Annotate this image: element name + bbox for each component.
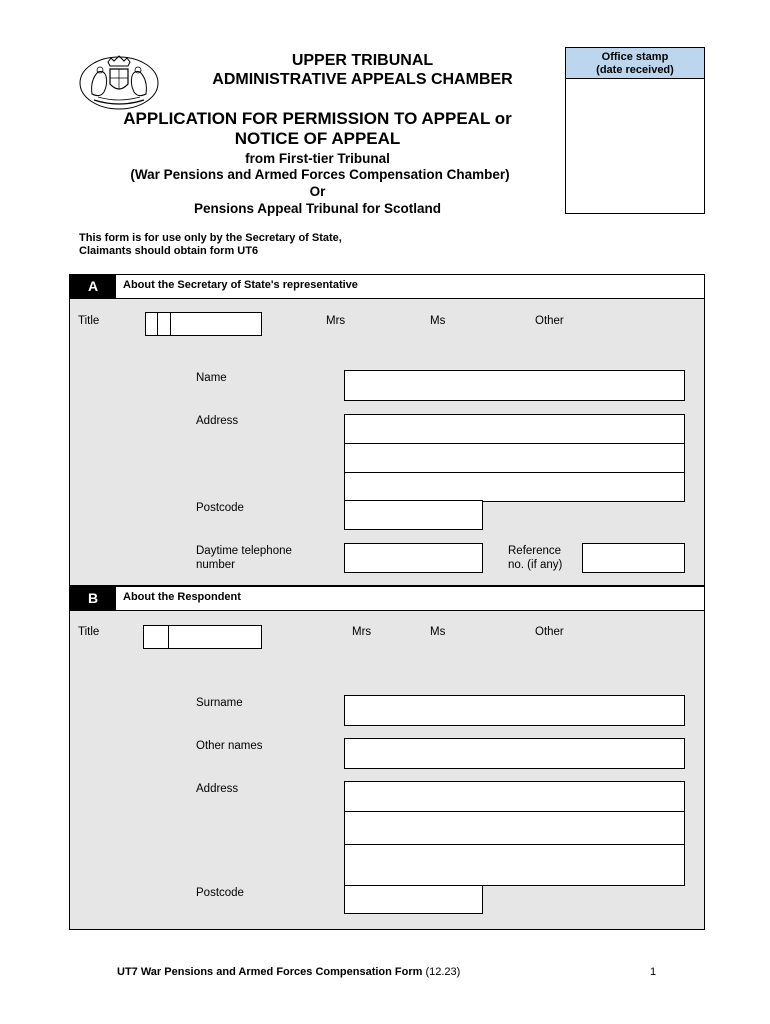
title-select[interactable] (145, 312, 262, 336)
respondent-title-select[interactable] (143, 625, 262, 649)
section-b-header (70, 587, 704, 611)
form-subtitle-4: Pensions Appeal Tribunal for Scotland (193, 201, 442, 216)
address-field[interactable] (344, 414, 685, 502)
respondent-title-option-mrs[interactable]: Mrs (352, 626, 372, 638)
title-checkbox[interactable] (157, 313, 171, 335)
respondent-title-option-other[interactable]: Other (535, 626, 564, 638)
office-stamp-label: Office stamp (601, 51, 669, 63)
usage-note-line1: This form is for use only by the Secretary of State, (79, 232, 342, 244)
respondent-postcode-label: Postcode (196, 887, 244, 899)
section-a-title: About the Secretary of State's representative (123, 279, 358, 291)
respondent-address-label: Address (196, 783, 239, 795)
section-a-header (70, 275, 704, 299)
title-label: Title (78, 315, 100, 327)
title-option-other[interactable]: Other (535, 315, 564, 327)
phone-label-line2: number (196, 559, 235, 571)
respondent-title-checkbox[interactable] (146, 626, 169, 648)
form-title-line2: NOTICE OF APPEAL (234, 129, 401, 148)
respondent-postcode-field[interactable] (344, 885, 483, 914)
section-b-letter: B (70, 587, 116, 610)
usage-note (79, 232, 342, 258)
usage-note-line2: Claimants should obtain form UT6 (79, 245, 259, 257)
postcode-label: Postcode (196, 502, 244, 514)
respondent-title-option-ms[interactable]: Ms (430, 626, 446, 638)
form-title-line1: APPLICATION FOR PERMISSION TO APPEAL or (123, 109, 512, 128)
other-names-field[interactable] (344, 738, 685, 769)
footer-form-name (117, 966, 460, 978)
surname-field[interactable] (344, 695, 685, 726)
section-b (69, 586, 705, 930)
name-field[interactable] (344, 370, 685, 401)
title-option-mrs[interactable]: Mrs (326, 315, 346, 327)
phone-label (196, 544, 292, 572)
section-a-letter: A (70, 275, 116, 298)
other-names-label: Other names (196, 740, 263, 752)
footer-form-date: (12.23) (425, 966, 461, 978)
royal-coat-of-arms-logo (78, 54, 160, 110)
phone-field[interactable] (344, 543, 483, 573)
postcode-field[interactable] (344, 500, 483, 530)
tribunal-name: UPPER TRIBUNAL (291, 52, 434, 69)
form-subtitle-3: Or (309, 184, 326, 199)
section-a (69, 274, 705, 586)
reference-label-line1: Reference (508, 545, 562, 557)
chamber-name: ADMINISTRATIVE APPEALS CHAMBER (212, 71, 513, 88)
footer-form-title: UT7 War Pensions and Armed Forces Compensation Form (117, 966, 423, 978)
phone-label-line1: Daytime telephone (196, 545, 292, 557)
section-b-title: About the Respondent (123, 591, 241, 603)
name-label: Name (196, 372, 227, 384)
office-stamp-sublabel: (date received) (596, 64, 674, 76)
title-option-ms[interactable]: Ms (430, 315, 446, 327)
reference-label (508, 544, 562, 572)
surname-label: Surname (196, 697, 243, 709)
reference-field[interactable] (582, 543, 685, 573)
respondent-address-field[interactable] (344, 781, 685, 886)
reference-label-line2: no. (if any) (508, 559, 563, 571)
address-label: Address (196, 415, 239, 427)
respondent-title-label: Title (78, 626, 100, 638)
form-subtitle-1: from First-tier Tribunal (245, 151, 390, 166)
form-subtitle-2: (War Pensions and Armed Forces Compensation Chamber) (130, 167, 510, 182)
office-stamp-header (566, 48, 704, 79)
office-stamp-box (565, 47, 705, 214)
page-number: 1 (650, 966, 657, 978)
